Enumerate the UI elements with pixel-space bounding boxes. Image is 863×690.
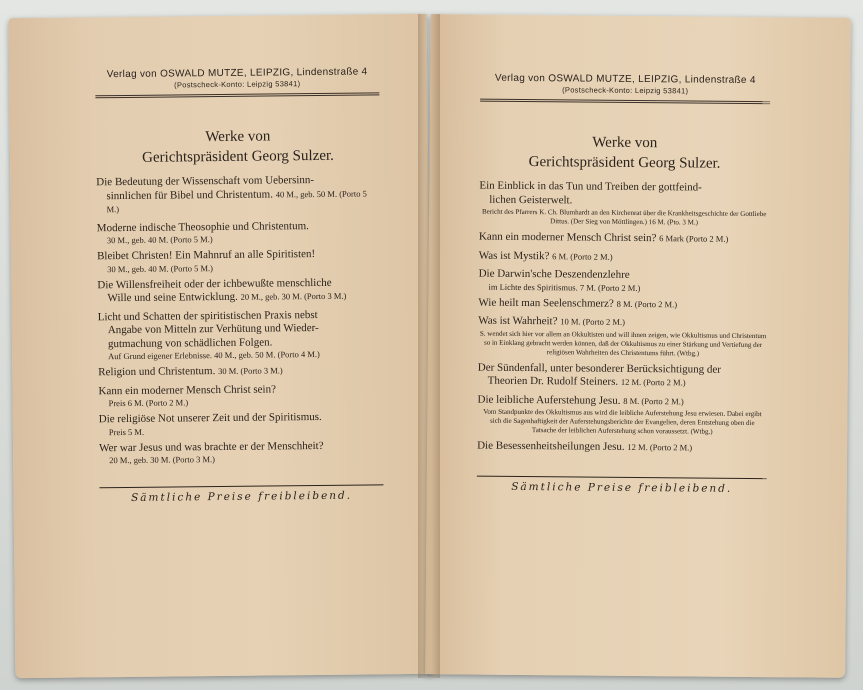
book-entry: Die Willensfreiheit oder der ichbewußte menschliche Wille und seine Entwicklung. 20 M., geb. 30 M. (Porto 3 M.) [97,276,347,305]
book-entry: Bleibet Christen! Ein Mahnruf an alle Spiritisten! 30 M., geb. 40 M. (Porto 5 M.) [96,248,316,274]
publisher-line: Verlag von OSWALD MUTZE, LEIPZIG, Lindenstraße 4 [494,72,756,87]
book-entry: Wie heilt man Seelenschmerz? 8 M. (Porto 2 M.) [478,296,678,310]
book-entry: Religion und Christentum. 30 M. (Porto 3 M.) [98,365,283,379]
book-entry: Kann ein moderner Mensch Christ sein? Preis 6 M. (Porto 2 M.) [98,382,276,409]
book-entry: Wer war Jesus und was brachte er der Menschheit? 20 M., geb. 30 M. (Porto 3 M.) [98,439,324,466]
footer-rule [477,475,767,479]
book-entry: Was ist Mystik? 6 M. (Porto 2 M.) [478,249,613,262]
book-entry: Kann ein moderner Mensch Christ sein? 6 Mark (Porto 2 M.) [478,230,729,245]
book-entry: Der Sündenfall, unter besonderer Berücksichtigung der Theorien Dr. Rudolf Steiners. 12 M. (Porto 2 M.) [477,361,722,388]
right-page [425,14,851,678]
page-heading: Werke von Gerichtspräsident Georg Sulzer. [142,128,334,166]
page-heading: Werke von Gerichtspräsident Georg Sulzer. [528,134,721,172]
book-entry: Ein Einblick in das Tun und Treiben der gottfeind- lichen Geisterwelt. Bericht des Pfarrers K. Ch. Blumhardt an den Kirchenrat über die Krankheitsgeschichte der Gottliebe Dittus. (Der Sieg von Möttlingen.) 16 M. (Pto. 3 M.) [479,179,767,227]
book-entry: Die Besessenheitsheilungen Jesu. 12 M. (Porto 2 M.) [477,439,693,453]
publisher-header [480,73,770,97]
publisher-account: (Postscheck-Konto: Leipzig 53841) [562,85,689,96]
book-entry: Licht und Schatten der spiritistischen Praxis nebst Angabe von Mitteln zur Verhütung und Wieder- gutmachung von schädlichen Folgen. Auf Grund eigener Erlebnisse. 40 M., geb. 50 M. (Porto 4 M.) [97,308,320,362]
price-note: Sämtliche Preise freibleibend. [511,480,733,495]
header-rule [480,99,770,105]
right-page-content [477,73,771,495]
book-entry: Die Bedeutung der Wissenschaft vom Uebersinn- sinnlichen für Bibel und Christentum. 40 M., geb. 50 M. (Porto 5 M.) [96,174,367,215]
left-page-content [95,66,384,504]
publisher-header [95,66,379,90]
book-entry: Was ist Wahrheit? 10 M. (Porto 2 M.) S. wendet sich hier vor allem an Okkultisten und will ihnen zeigen, wie Okkultismus und Christentum so in Einklang gebracht werden können, daß der Okkultismus zu einer Stärkung und Vertiefung der religiösen Wahrheiten des Christentums führt. (Wtbg.) [478,314,767,358]
publisher-account: (Postscheck-Konto: Leipzig 53841) [174,79,301,90]
footer-rule [99,484,383,488]
book-gutter [418,14,440,678]
book-entry: Moderne indische Theosophie und Christentum. 30 M., geb. 40 M. (Porto 5 M.) [96,219,309,246]
book-entry: Die religiöse Not unserer Zeit und der Spiritismus. Preis 5 M. [98,410,322,437]
book-entry: Die Darwin'sche Deszendenzlehre im Lichte des Spiritismus. 7 M. (Porto 2 M.) [478,267,641,293]
header-rule [95,92,379,98]
price-note: Sämtliche Preise freibleibend. [131,489,353,504]
publisher-line: Verlag von OSWALD MUTZE, LEIPZIG, Lindenstraße 4 [106,66,368,81]
book-entry: Die leibliche Auferstehung Jesu. 8 M. (Porto 2 M.) Vom Standpunkte des Okkultismus aus wird die leibliche Auferstehung Jesu erwiesen. Dabei ergibt sich die Sagenhaftigkeit der Auferstehungsberichte der Evangelien, deren Entstehung oben die Tatsache der leiblichen Auferstehung schon voraussetzt. (Wtbg.) [477,393,762,436]
left-page [9,14,434,678]
